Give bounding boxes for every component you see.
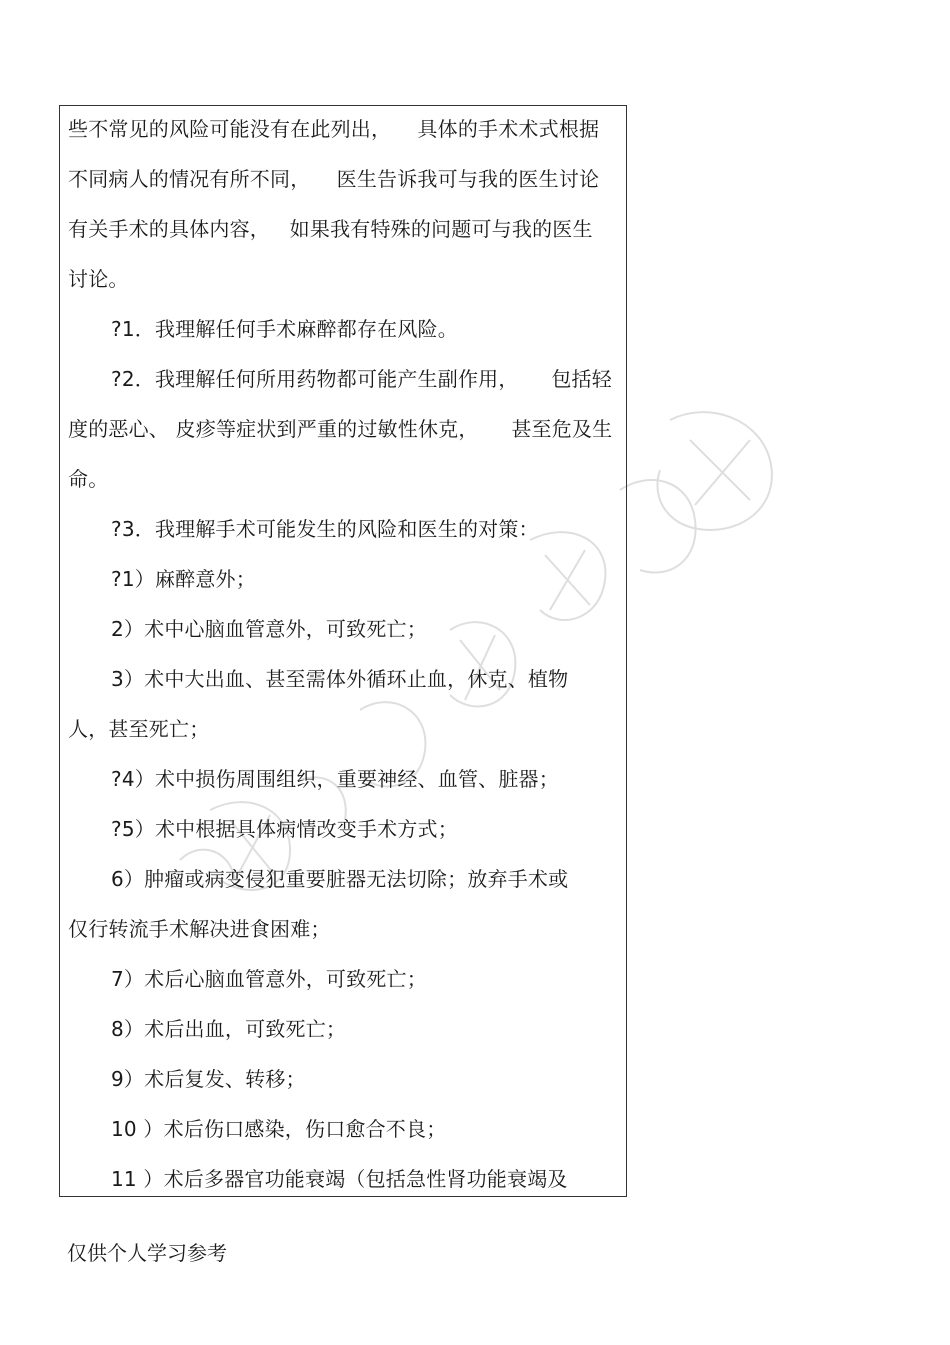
text-line: 讨论。 — [68, 267, 129, 291]
text-line: ?1）麻醉意外； — [111, 567, 256, 591]
text-line: ?5）术中根据具体病情改变手术方式； — [111, 817, 458, 841]
text-line: 人，甚至死亡； — [68, 717, 210, 741]
text-line: ?4）术中损伤周围组织，重要神经、血管、脏器； — [111, 767, 559, 791]
text-line: 10 ）术后伤口感染，伤口愈合不良； — [111, 1117, 447, 1141]
text-line: ?1．我理解任何手术麻醉都存在风险。 — [111, 317, 458, 341]
text-line: 仅行转流手术解决进食困难； — [68, 917, 331, 941]
text-line: 11 ）术后多器官功能衰竭（包括急性肾功能衰竭及 — [111, 1167, 568, 1191]
text-line: 度的恶心、 皮疹等症状到严重的过敏性休克， 甚至危及生 — [68, 417, 613, 441]
text-line: 6）肿瘤或病变侵犯重要脏器无法切除；放弃手术或 — [111, 867, 569, 891]
text-line: 7）术后心脑血管意外，可致死亡； — [111, 967, 427, 991]
text-line: 命。 — [68, 467, 109, 491]
text-line: 9）术后复发、转移； — [111, 1067, 306, 1091]
text-line: 不同病人的情况有所不同， 医生告诉我可与我的医生讨论 — [68, 167, 600, 191]
consent-text-box — [59, 105, 627, 1197]
text-line: 8）术后出血，可致死亡； — [111, 1017, 347, 1041]
text-line: ?2．我理解任何所用药物都可能产生副作用， 包括轻 — [111, 367, 612, 391]
text-line: 2）术中心脑血管意外，可致死亡； — [111, 617, 427, 641]
text-line: 有关手术的具体内容， 如果我有特殊的问题可与我的医生 — [68, 217, 593, 241]
text-line: ?3．我理解手术可能发生的风险和医生的对策： — [111, 517, 539, 541]
text-line: 些不常见的风险可能没有在此列出， 具体的手术术式根据 — [68, 117, 600, 141]
footer-note: 仅供个人学习参考 — [67, 1241, 227, 1265]
text-line: 3）术中大出血、甚至需体外循环止血，休克、植物 — [111, 667, 569, 691]
